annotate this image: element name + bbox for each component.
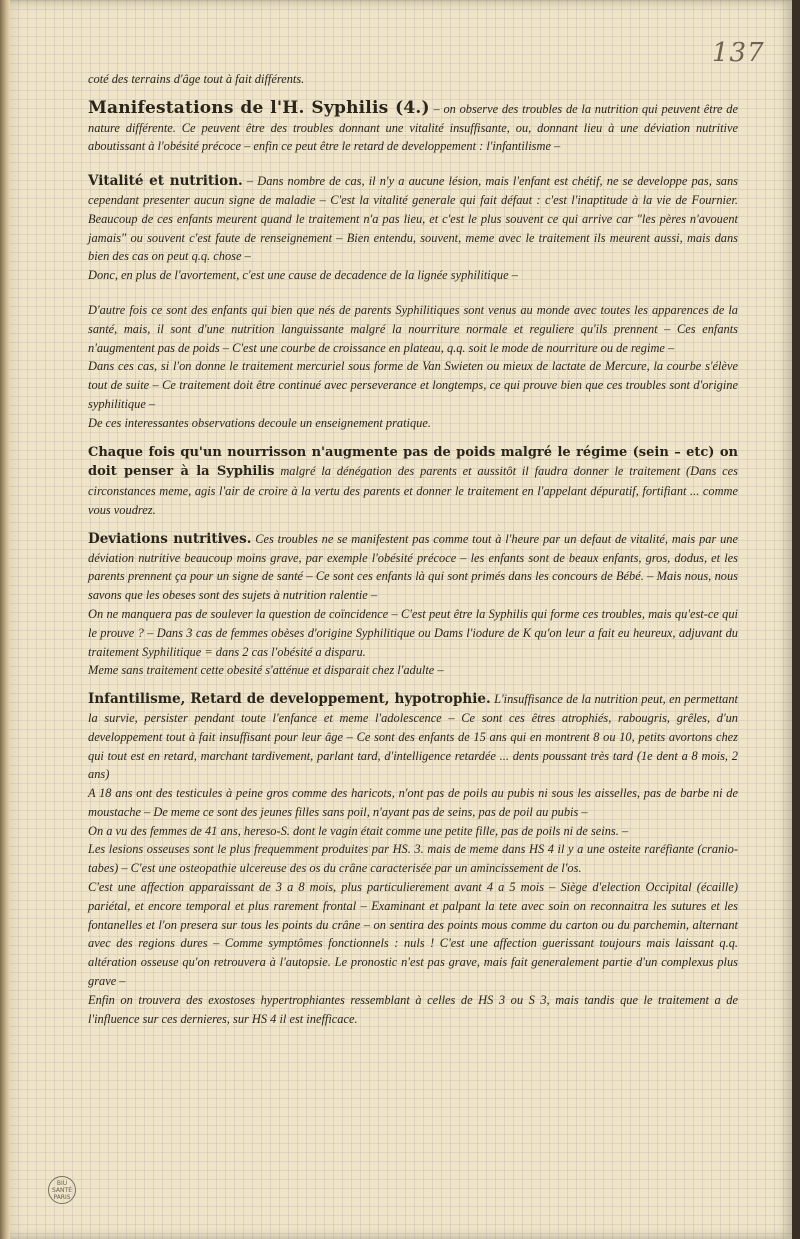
handwritten-text bbox=[88, 70, 738, 1205]
autres-paragraph-2: Dans ces cas, si l'on donne le traitement mercuriel sous forme de Van Swieten ou mieux de lactate de Mercure, la courbe s'élève tout de suite – Ce traitement doit être continué avec perseverance et longtemps, ce qui prouve bien que ces troubles sont d'origine syphilitique – bbox=[88, 359, 738, 411]
infantilisme-paragraph-4: Les lesions osseuses sont le plus frequemment produites par HS. 3. mais de meme dans HS 4 il y a une osteite raréfiante (cranio-tabes) – C'est une osteopathie ulcereuse des os du crâne caracterisée par un amincissement de l'os. bbox=[88, 842, 738, 876]
page-binding bbox=[0, 0, 10, 1239]
deviations-paragraph-3: Meme sans traitement cette obesité s'atténue et disparait chez l'adulte – bbox=[88, 663, 444, 678]
section-deviations bbox=[88, 530, 738, 605]
deviations-paragraph-2: On ne manquera pas de soulever la question de coïncidence – C'est peut être la Syphilis qui forme ces troubles, mais qu'est-ce qui le prouve ? – Dans 3 cas de femmes obèses d'origine Syphilitique ou Dams l'iodure de K qu'on leur a fait eu heureux, adjuvant du traitement Syphilitique = dans 2 cas l'obésité a disparu. bbox=[88, 606, 738, 659]
chaque-fois-text: malgré la dénégation des parents et aussitôt il faudra donner le traitement (Dans ces circonstances meme, agis l'air de croire à la vertu des parents et donner le traitement en l'appelant dépuratif, fortifiant ... comme vous voudrez. bbox=[88, 464, 739, 517]
infantilisme-paragraph-2: A 18 ans ont des testicules à peine gros comme des haricots, n'ont pas de poils au pubis ni sous les aisselles, pas de barbe ni de moustache – De meme ce sont des jeunes filles sans poil, n'ayant pas de seins, pas de poil au pubis – bbox=[88, 786, 738, 819]
section-title-infantilisme: Infantilisme, Retard de developpement, hypotrophie. bbox=[88, 691, 491, 708]
stamp-line-1: BIU bbox=[56, 1179, 68, 1187]
vitalite-conclusion: Donc, en plus de l'avortement, c'est une cause de decadence de la lignée syphilitique – bbox=[88, 268, 518, 283]
library-stamp bbox=[48, 1176, 76, 1204]
section-manifestations bbox=[88, 99, 738, 156]
infantilisme-paragraph-3: On a vu des femmes de 41 ans, hereso-S. dont le vagin était comme une petite fille, pas de poils ni de seins. – bbox=[88, 823, 629, 838]
deviations-text: Ces troubles ne se manifestent pas comme tout à l'heure par un defaut de vitalité, mais par une déviation nutritive beaucoup moins grave, par exemple l'obésité précoce – les enfants sont de beaux enfants, gros, dodus, et les parents prennent ça pour un signe de santé – Ce sont ces enfants là qui sont primés dans les concours de Bébé. – Mais nous, nous savons que les obeses sont des sujets à nutrition ralentie – bbox=[88, 531, 738, 603]
section-infantilisme bbox=[88, 690, 738, 784]
intro-line: coté des terrains d'âge tout à fait différents. bbox=[88, 72, 305, 86]
infantilisme-paragraph-5: C'est une affection apparaissant de 3 a 8 mois, plus particulierement avant 4 a 5 mois – Siège d'election Occipital (écaille) pariétal, et encore temporal et plus rarement frontal – Examinant et palpant la tete avec soin on reconnaitra les sutures et les fontanelles et l'on presera sur tous les points du crâne – on sentira des points mous comme du carton ou du parchemin, alternant avec des regions dures – Comme symptômes fonctionnels : nuls ! C'est une affection guerissant toujours mais laissant q.q. altération osseuse qu'on retrouvera à l'autopsie. Le pronostic n'est pas grave, mais fait generalement partie d'un complexus plus grave – bbox=[88, 880, 738, 989]
stamp-line-3: PARIS bbox=[53, 1193, 71, 1201]
chaque-fois-paragraph bbox=[88, 443, 738, 520]
section-title-deviations: Deviations nutritives. bbox=[88, 530, 252, 547]
section-vitalite bbox=[88, 172, 738, 266]
infantilisme-paragraph-6: Enfin on trouvera des exostoses hypertrophiantes ressemblant à celles de HS 3 ou S 3, mais tandis que le traitement a de l'influence sur ces dernieres, sur HS 4 il est inefficace. bbox=[88, 992, 738, 1026]
manifestations-text: – on observe des troubles de la nutrition qui peuvent être de nature différente. Ce peuvent être des troubles donnant une vitalité insuffisante, ou, donnant lieu à une déviation nutritive aboutissant à l'obésité précoce – enfin ce peut être le retard de developpement : l'infantilisme – bbox=[88, 101, 738, 154]
section-title-vitalite: Vitalité et nutrition. bbox=[88, 173, 243, 190]
page-number: 137 bbox=[712, 38, 765, 68]
autres-paragraph-1: D'autre fois ce sont des enfants qui bien que nés de parents Syphilitiques sont venus au monde avec toutes les apparences de la santé, mais, il sont d'une nutrition languissante malgré la nourriture normale et reguliere qu'ils prennent – Ces enfants n'augmentent pas de poids – C'est une courbe de croissance en plateau, q.q. soit le mode de nourriture ou de regime – bbox=[88, 302, 738, 355]
section-title-manifestations: Manifestations de l'H. Syphilis (4.) bbox=[88, 97, 430, 118]
autres-paragraph-3: De ces interessantes observations decoule un enseignement pratique. bbox=[88, 415, 431, 430]
chaque-fois-emphasis: Chaque fois qu'un nourrisson n'augmente pas de poids malgré le régime (sein – etc) on doit penser à la Syphilis bbox=[88, 444, 738, 480]
infantilisme-text: L'insuffisance de la nutrition peut, en permettant la survie, persister pendant toute l'enfance et meme l'adolescence – Ce sont ces êtres atrophiés, rabougris, grêles, d'un developpement tout à fait insuffisant pour leur âge – Ce sont des enfants de 15 ans qui en montrent 8 ou 10, petits avortons chez qui tout est en retard, marchant tardivement, parlant tard, d'intelligence retardée ... dents poussant très tard (1e dent a 8 mois, 2 ans) bbox=[88, 692, 738, 782]
vitalite-text: – Dans nombre de cas, il n'y a aucune lésion, mais l'enfant est chétif, ne se developpe pas, sans cependant presenter aucun signe de maladie – C'est la vitalité generale qui fait défaut : c'est l'inaptitude à la vie de Fournier. Beaucoup de ces enfants meurent quand le traitement n'a pas lieu, et c'est le plus souvent ce qui arrive car "les pères n'avouent jamais" ou souvent c'est faute de renseignement – Bien entendu, souvent, meme avec le traitement ils meurent aussi, mais dans bien des cas on peut q.q. chose – bbox=[88, 174, 738, 264]
stamp-line-2: SANTÉ bbox=[52, 1186, 72, 1194]
